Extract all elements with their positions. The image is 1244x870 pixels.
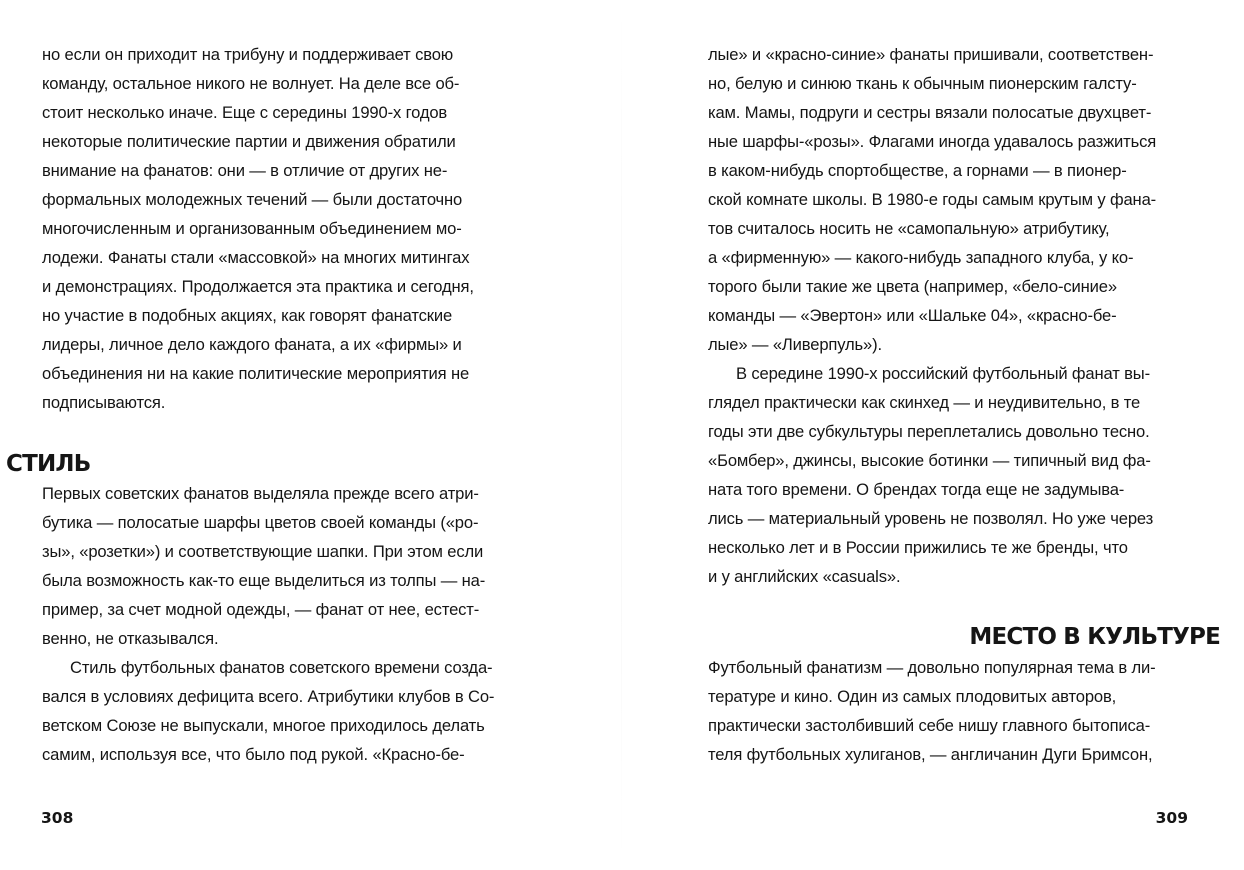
page-number-right: 309 [1155, 809, 1188, 827]
text-line: некоторые политические партии и движения обратили [42, 132, 456, 151]
text-line: лые» — «Ливерпуль»). [708, 335, 882, 354]
text-line: ната того времени. О брендах тогда еще не задумыва- [708, 480, 1125, 499]
text-line: венно, не отказывался. [42, 629, 219, 648]
text-line: практически застолбивший себе нишу главного бытописа- [708, 716, 1151, 735]
text-line: Первых советских фанатов выделяла прежде всего атри- [42, 484, 479, 503]
text-line: несколько лет и в России прижились те же бренды, что [708, 538, 1128, 557]
text-line: глядел практически как скинхед — и неудивительно, в те [708, 393, 1141, 412]
text-line: была возможность как-то еще выделиться из толпы — на- [42, 571, 486, 590]
text-line: стоит несколько иначе. Еще с середины 1990-х годов [42, 103, 448, 122]
text-line: Футбольный фанатизм — довольно популярная тема в ли- [708, 658, 1156, 677]
text-line: кам. Мамы, подруги и сестры вязали полосатые двухцвет- [708, 103, 1152, 122]
text-line: торого были такие же цвета (например, «бело-синие» [708, 277, 1117, 296]
text-line: и демонстрациях. Продолжается эта практика и сегодня, [42, 277, 474, 296]
text-line: лидеры, личное дело каждого фаната, а их «фирмы» и [42, 335, 462, 354]
page-number-left: 308 [41, 809, 74, 827]
section-heading-style: СТИЛЬ [6, 451, 91, 477]
text-line: многочисленным и организованным объединением мо- [42, 219, 462, 238]
text-line: годы эти две субкультуры переплетались довольно тесно. [708, 422, 1150, 441]
text-line: зы», «розетки») и соответствующие шапки. При этом если [42, 542, 484, 561]
text-line: в каком-нибудь спортобществе, а горнами — в пионер- [708, 161, 1127, 180]
text-line: В середине 1990-х российский футбольный фанат вы- [736, 364, 1150, 383]
text-line: подписываются. [42, 393, 166, 412]
text-line: ской комнате школы. В 1980-е годы самым крутым у фана- [708, 190, 1157, 209]
text-line: теля футбольных хулиганов, — англичанин Дуги Бримсон, [708, 745, 1153, 764]
text-line: самим, используя все, что было под рукой. «Красно-бе- [42, 745, 465, 764]
text-line: но если он приходит на трибуну и поддерживает свою [42, 45, 454, 64]
text-line: но участие в подобных акциях, как говорят фанатские [42, 306, 453, 325]
text-line: лодежи. Фанаты стали «массовкой» на многих митингах [42, 248, 470, 267]
right-page [622, 0, 1244, 870]
text-line: и у английских «casuals». [708, 567, 901, 586]
section-heading-culture: МЕСТО В КУЛЬТУРЕ [969, 624, 1220, 650]
text-line: ные шарфы-«розы». Флагами иногда удавалось разжиться [708, 132, 1157, 151]
text-line: тов считалось носить не «самопальную» атрибутику, [708, 219, 1110, 238]
text-line: команды — «Эвертон» или «Шальке 04», «красно-бе- [708, 306, 1117, 325]
text-line: внимание на фанатов: они — в отличие от других не- [42, 161, 448, 180]
text-line: бутика — полосатые шарфы цветов своей команды («ро- [42, 513, 479, 532]
text-line: но, белую и синюю ткань к обычным пионерским галсту- [708, 74, 1137, 93]
text-line: тературе и кино. Один из самых плодовитых авторов, [708, 687, 1117, 706]
text-line: формальных молодежных течений — были достаточно [42, 190, 463, 209]
text-line: команду, остальное никого не волнует. На деле все об- [42, 74, 460, 93]
text-line: «Бомбер», джинсы, высокие ботинки — типичный вид фа- [708, 451, 1151, 470]
text-line: а «фирменную» — какого-нибудь западного клуба, у ко- [708, 248, 1134, 267]
text-line: объединения ни на какие политические мероприятия не [42, 364, 470, 383]
text-line: лись — материальный уровень не позволял. Но уже через [708, 509, 1154, 528]
text-line: пример, за счет модной одежды, — фанат от нее, естест- [42, 600, 480, 619]
text-line: ветском Союзе не выпускали, многое приходилось делать [42, 716, 485, 735]
text-line: лые» и «красно-синие» фанаты пришивали, соответствен- [708, 45, 1154, 64]
text-line: вался в условиях дефицита всего. Атрибутики клубов в Со- [42, 687, 495, 706]
text-line: Стиль футбольных фанатов советского времени созда- [70, 658, 493, 677]
